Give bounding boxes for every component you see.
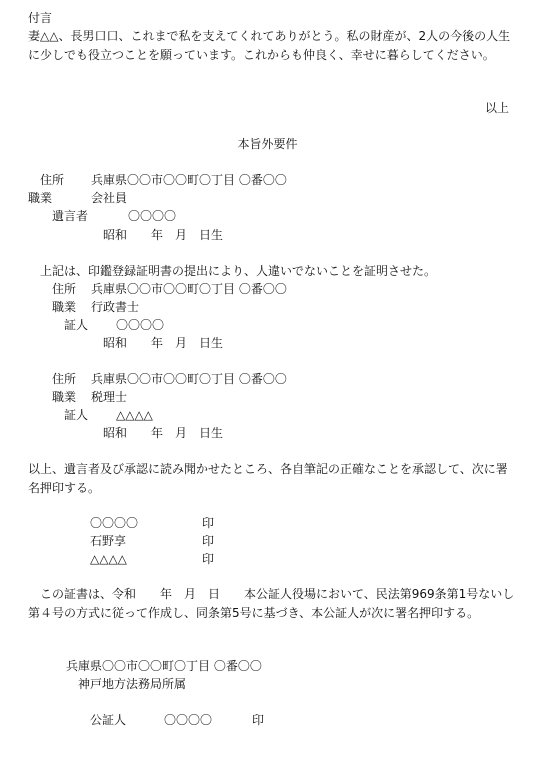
witness1-address-label: 住所 — [52, 282, 77, 296]
certification-text: この証書は、令和 年 月 日 本公証人役場において、民法第969条第1号ないし第４号の方式に従って作成し、同条第5号に基づき、本公証人が次に署名押印する。 — [28, 587, 515, 620]
fuki-closing: 以上 — [484, 101, 509, 115]
witness1-role: 証人 — [64, 318, 89, 332]
testator-name: 〇〇〇〇 — [128, 209, 177, 223]
seal-mark: 印 — [252, 713, 265, 727]
testator-job: 会社員 — [91, 191, 128, 205]
fuki-heading: 付言 — [28, 11, 53, 25]
seal-mark: 印 — [202, 516, 215, 530]
witness2-address: 兵庫県〇〇市〇〇町〇丁目 〇番〇〇 — [91, 372, 287, 386]
identity-note: 上記は、印鑑登録証明書の提出により、人違いでないことを証明させた。 — [40, 264, 437, 278]
signature-name: 〇〇〇〇 — [90, 516, 139, 530]
witness2-address-label: 住所 — [52, 372, 77, 386]
notary-affiliation: 神戸地方法務局所属 — [78, 677, 187, 691]
witness1-birth: 昭和 年 月 日生 — [103, 336, 224, 350]
notary-name: 〇〇〇〇 — [164, 713, 213, 727]
witness1-job: 行政書士 — [91, 300, 140, 314]
witness1-address: 兵庫県〇〇市〇〇町〇丁目 〇番〇〇 — [91, 282, 287, 296]
testator-address: 兵庫県〇〇市〇〇町〇丁目 〇番〇〇 — [91, 173, 287, 187]
notary-label: 公証人 — [90, 713, 127, 727]
seal-mark: 印 — [202, 552, 215, 566]
seal-mark: 印 — [202, 534, 215, 548]
witness2-role: 証人 — [64, 408, 89, 422]
witness1-name: 〇〇〇〇 — [116, 318, 165, 332]
notary-address: 兵庫県〇〇市〇〇町〇丁目 〇番〇〇 — [66, 659, 262, 673]
witness1-job-label: 職業 — [52, 300, 77, 314]
witness2-job-label: 職業 — [52, 390, 77, 404]
testator-birth: 昭和 年 月 日生 — [103, 228, 224, 242]
signature-name: △△△△ — [90, 552, 127, 566]
testator-address-label: 住所 — [40, 173, 65, 187]
witness2-birth: 昭和 年 月 日生 — [103, 426, 224, 440]
testator-role: 遺言者 — [52, 209, 89, 223]
witness2-name: △△△△ — [116, 408, 153, 422]
witness2-job: 税理士 — [91, 390, 128, 404]
fuki-body: 妻△△、長男口口、これまで私を支えてくれてありがとう。私の財産が、2人の今後の人生に少しでも役立つことを願っています。これからも仲良く、幸せに暮らしてください。 — [28, 29, 511, 62]
reading-note: 以上、遺言者及び承認に読み聞かせたところ、各自筆記の正確なことを承認して、次に署名押印する。 — [28, 462, 508, 495]
testator-job-label: 職業 — [28, 191, 53, 205]
signature-name: 石野享 — [90, 534, 127, 548]
section-title: 本旨外要件 — [237, 137, 298, 151]
